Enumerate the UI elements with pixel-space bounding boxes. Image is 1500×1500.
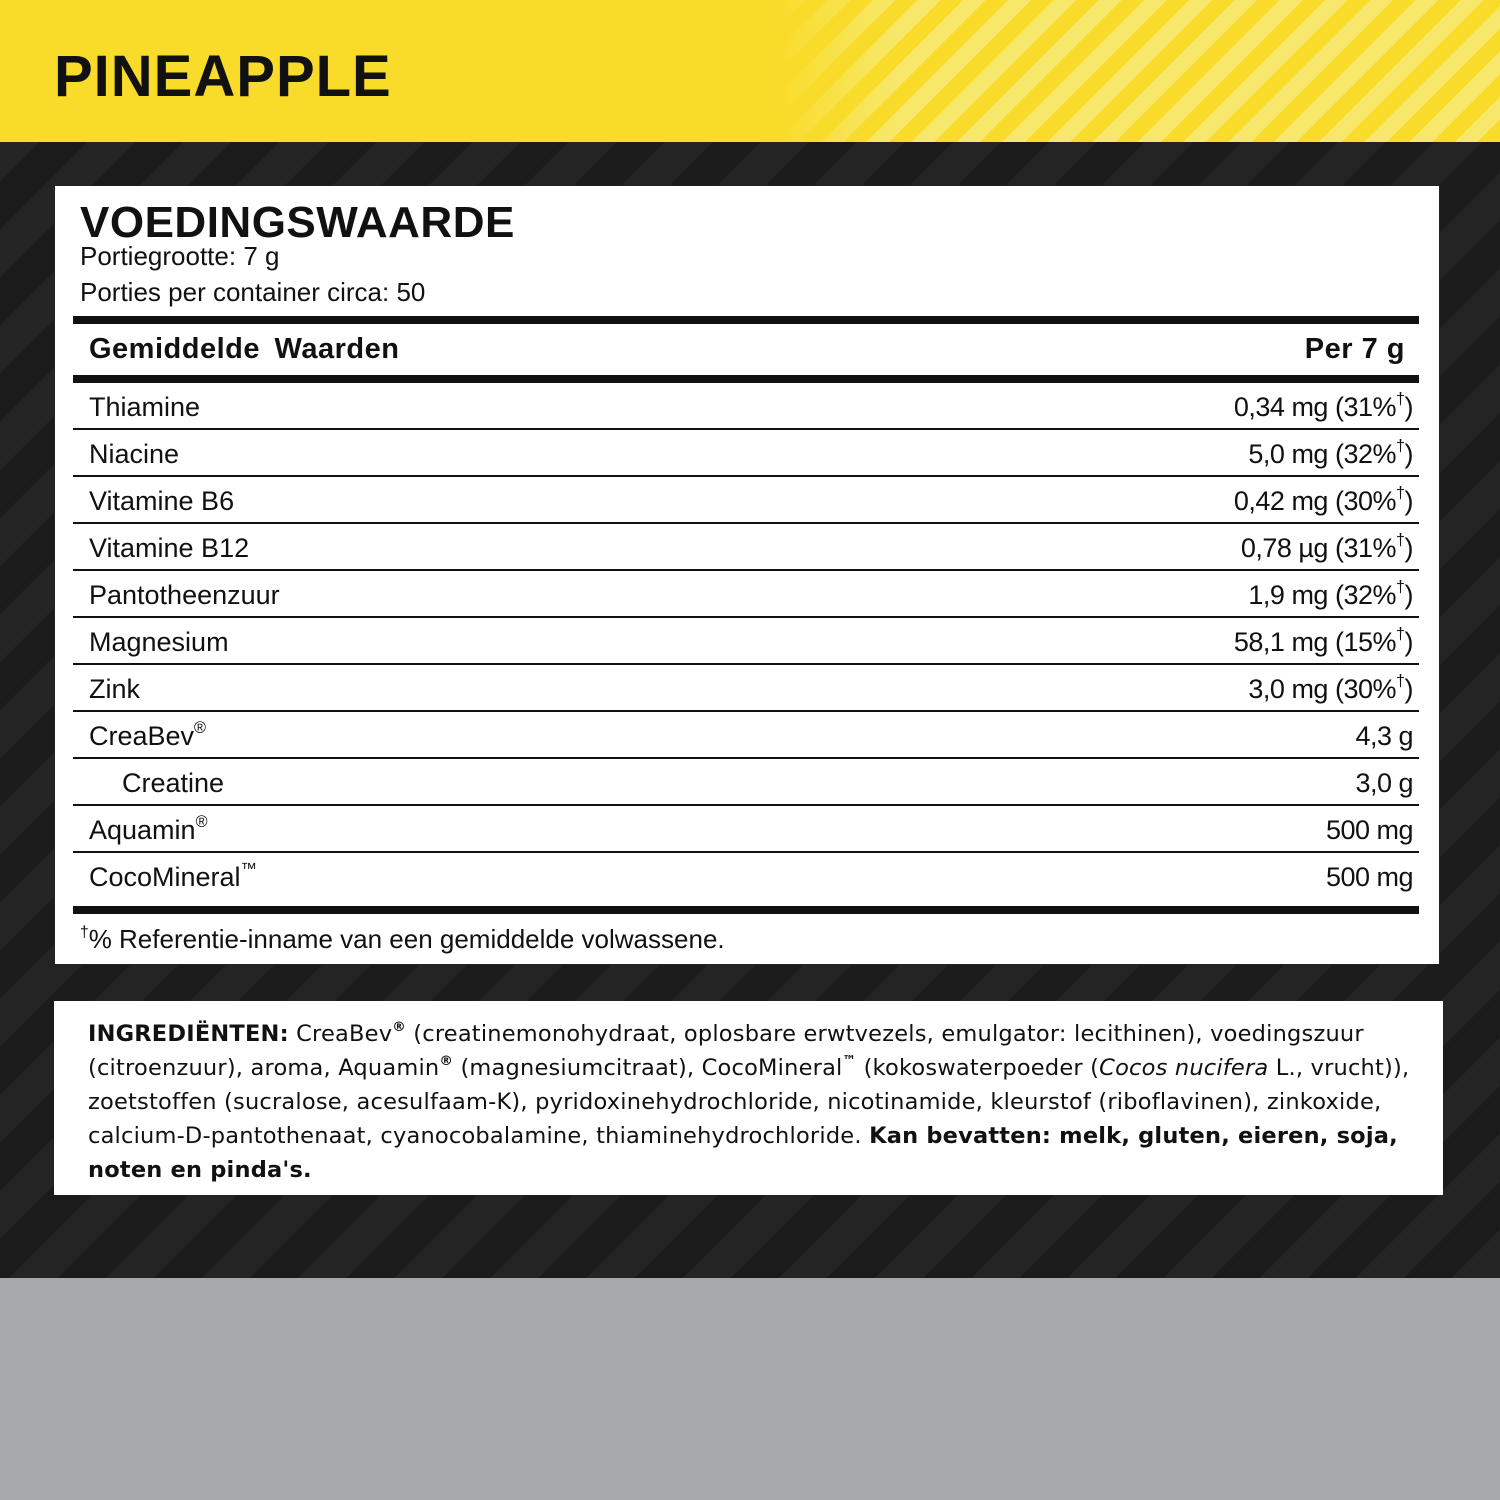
- table-row: [73, 853, 1419, 900]
- ingredients-label: INGREDIËNTEN:: [88, 1021, 289, 1047]
- nutrient-amount: 0,42 mg (30%†): [1233, 484, 1413, 516]
- nutrient-amount: 3,0 g: [1355, 768, 1413, 798]
- divider-thick: [73, 316, 1419, 324]
- serving-size: Portiegrootte: 7 g: [80, 241, 280, 271]
- divider-thick: [73, 906, 1419, 914]
- table-row: [73, 383, 1419, 430]
- nutrient-amount: 58,1 mg (15%†): [1233, 625, 1413, 657]
- table-row: [73, 618, 1419, 665]
- table-row: [73, 477, 1419, 524]
- nutrient-amount: 0,34 mg (31%†): [1233, 390, 1413, 422]
- flavor-title: PINEAPPLE: [54, 44, 392, 109]
- table-row: [73, 806, 1419, 853]
- nutrient-amount: 3,0 mg (30%†): [1248, 672, 1413, 704]
- table-row: [73, 665, 1419, 712]
- nutrient-name: Vitamine B12: [89, 533, 250, 563]
- table-row: [73, 430, 1419, 477]
- nutrient-amount: 500 mg: [1325, 862, 1413, 892]
- servings-per-container: Porties per container circa: 50: [80, 277, 426, 307]
- table-row: [73, 524, 1419, 571]
- nutrient-name: Zink: [89, 674, 141, 704]
- ingredients-text: INGREDIËNTEN: CreaBev® (creatinemonohydraat, oplosbare erwtvezels, emulgator: lecithinen), voedingszuur (citroenzuur), aroma, Aquamin® (magnesiumcitraat), CocoMineral™ (kokoswaterpoeder (Cocos nucifera L., vrucht)), zoetstoffen (sucralose, acesulfaam-K), pyridoxinehydrochloride, nicotinamide, kleurstof (riboflavinen), zinkoxide, calcium-D-pantothenaat, cyanocobalamine, thiaminehydrochloride. Kan bevatten: melk, gluten, eieren, soja, noten en pinda's.: [88, 1019, 1410, 1183]
- nutrient-amount: 4,3 g: [1355, 721, 1413, 751]
- nutrient-name: Thiamine: [89, 392, 201, 422]
- table-row: [73, 712, 1419, 759]
- nutrient-name: Pantotheenzuur: [89, 580, 280, 610]
- column-header-name: Gemiddelde Waarden: [89, 333, 400, 365]
- nutrient-amount: 1,9 mg (32%†): [1248, 578, 1413, 610]
- nutrient-name: CreaBev®: [89, 719, 206, 751]
- divider-thick: [73, 375, 1419, 383]
- table-row: [73, 571, 1419, 618]
- nutrient-name: Vitamine B6: [89, 486, 235, 516]
- nutrient-amount: 5,0 mg (32%†): [1248, 437, 1413, 469]
- nutrient-name: Aquamin®: [89, 813, 208, 845]
- nutrient-amount: 500 mg: [1325, 815, 1413, 845]
- nutrient-table: [73, 383, 1419, 900]
- table-row: [73, 759, 1419, 806]
- flavor-banner: [0, 0, 1500, 142]
- nutrient-name: Creatine: [122, 768, 225, 798]
- nutrition-facts-panel: [54, 185, 1440, 965]
- nutrient-amount: 0,78 µg (31%†): [1240, 531, 1413, 563]
- nutrient-name: CocoMineral™: [89, 860, 257, 892]
- ingredients-panel: [54, 1001, 1443, 1195]
- nutrition-title: VOEDINGSWAARDE: [80, 198, 515, 247]
- column-header-amount: Per 7 g: [1304, 333, 1405, 365]
- footnote: †% Referentie-inname van een gemiddelde volwassene.: [80, 923, 725, 954]
- nutrient-name: Magnesium: [89, 627, 229, 657]
- allergen-warning: Kan bevatten: melk, gluten, eieren, soja, noten en pinda's.: [88, 1123, 1398, 1183]
- nutrient-name: Niacine: [89, 439, 180, 469]
